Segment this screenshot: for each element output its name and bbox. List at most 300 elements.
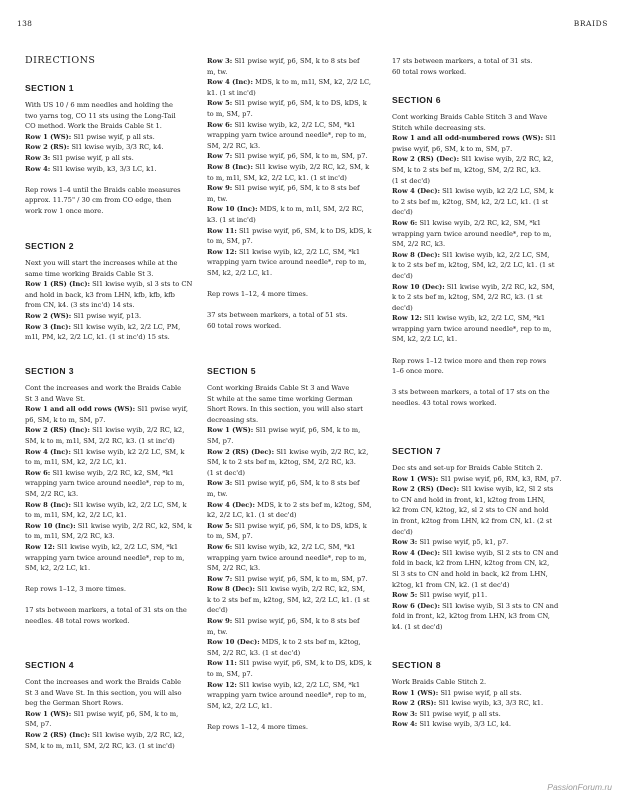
instruction-row [207,500,389,511]
row-text: k to 2 sts bef m, k2tog, SM, k2, 2/2 LC, k1. (1 st [392,261,555,270]
row-text: MDS, k to m, m1l, SM, k2, 2/2 LC, [252,78,372,87]
row-label: Row 6: [207,120,233,129]
text-line [392,334,574,345]
text-line [392,144,574,155]
row-text: Sl1 kwise wyib, k2, 2/2 LC, SM, *k1 [232,120,356,129]
instruction-row [25,311,207,322]
text-line [25,616,207,627]
row-text: same time working Braids Cable St 3. [25,269,154,278]
text-line [392,580,574,591]
instruction-row [25,542,207,553]
row-text: wrapping yarn twice around needle*, rep to m, [207,691,367,700]
row-label: Row 4: [392,720,418,729]
row-label: Row 4 (Inc): [25,447,71,456]
row-label: Row 2 (RS) (Dec): [392,155,460,164]
row-text: Sl1 pwise wyif, p6, SM, k to 8 sts bef [232,184,360,193]
text-line [207,531,389,542]
row-text: (1 st dec'd) [392,176,430,185]
section-s2 [25,241,207,353]
row-text: Sl1 pwise wyif, p6, SM, k to 8 sts bef [232,617,360,626]
row-text: Next you will start the increases while at the [25,259,178,267]
row-text: p6, SM, k to m, SM, p7. [25,415,106,424]
row-text: dec'd) [392,208,413,217]
text-line [207,722,389,733]
instruction-row [207,56,389,67]
instruction-row [392,688,574,699]
paragraph [25,677,207,751]
row-text: SM, p7. [25,720,52,729]
text-line [25,258,207,269]
row-text: wrapping yarn twice around needle*, rep to m, [207,553,367,562]
text-line [25,394,207,405]
text-line [25,111,207,122]
text-line [392,123,574,134]
row-text: Sl1 kwise wyib, 2/2 RC, k2, [90,426,185,435]
text-line [207,67,389,78]
row-text: to m, m1l, SM, k2, 2/2 LC, k1. (1 st inc'd) [207,173,347,182]
text-line [207,510,389,521]
page-number: 138 [17,19,33,28]
row-text: wrapping yarn twice around needle*, rep to m, [25,479,185,488]
instruction-row [25,132,207,143]
row-label: Row 4 (Dec): [392,187,441,196]
row-label: Row 3: [207,57,233,65]
row-label: Row 6: [392,218,418,227]
row-text: Sl1 pwise wyif, p6, RM, k3, RM, p7. [438,474,562,483]
row-text: Stitch while decreasing sts. [392,123,486,132]
row-label: Row 5: [207,99,233,108]
paragraph [392,356,574,377]
row-text: Sl1 pwise wyif, p11. [417,591,488,600]
row-text: to m, SM, p7. [207,670,253,679]
paragraph [207,289,389,300]
row-text: 3 sts between markers, a total of 17 sts on the [392,388,550,397]
text-line [207,415,389,426]
row-text: SM, k to m, m1l, SM, 2/2 RC, k3. (1 st inc'd) [25,741,175,750]
text-line [207,436,389,447]
row-text: from CN, k4. (3 sts inc'd) 14 sts. [25,301,135,310]
row-label: Row 10 (Dec): [207,638,260,647]
row-text: MDS, k to 2 sts bef m, k2tog, SM, [255,500,372,509]
row-text: 37 sts between markers, a total of 51 sts. [207,311,348,320]
row-text: Sl1 kwise wyib, 2/2 RC, k2, [459,155,554,164]
text-line [207,321,389,332]
row-label: Row 12: [25,542,55,551]
row-text: Sl 3 sts to CN and hold in back, k2 from LHN, [392,569,548,578]
row-label: Row 3: [25,153,51,162]
row-label: Row 9: [207,617,233,626]
row-text: 17 sts between markers, a total of 31 sts. [392,57,533,65]
row-label: Row 1 and all odd rows (WS): [25,405,136,414]
text-line [25,383,207,394]
instruction-row [207,151,389,162]
row-text: wrapping yarn twice around needle*, rep to m, [207,131,367,140]
text-line [392,463,574,474]
row-text: With US 10 / 6 mm needles and holding the [25,101,173,109]
text-line [392,516,574,527]
section-s7 [392,446,574,643]
section-s5 [207,366,389,743]
text-line [392,271,574,282]
text-line [392,356,574,367]
text-line [25,300,207,311]
instruction-row [392,698,574,709]
row-text: Sl1 kwise wyib, k3, 3/3 RC, k1. [436,699,544,708]
row-label: Row 3: [392,709,418,718]
text-line [207,289,389,300]
text-line [392,303,574,314]
instruction-row [392,709,574,720]
instruction-row [25,153,207,164]
text-line [207,404,389,415]
instruction-row [392,484,574,495]
row-text: to 2 sts bef m, k2tog, SM, k2, 2/2 LC, k1. (1 st [392,197,549,206]
row-text: St while at the same time working German [207,394,353,403]
text-line [25,741,207,752]
text-line [25,510,207,521]
text-line [392,197,574,208]
instruction-row [392,218,574,229]
text-line [207,141,389,152]
text-line [25,415,207,426]
row-text: Cont the increases and work the Braids Cable [25,384,182,392]
paragraph [25,185,207,217]
section-s1 [25,83,207,227]
row-label: Row 8 (Dec): [392,250,441,259]
instruction-row [392,250,574,261]
directions-title: DIRECTIONS [25,55,96,66]
instruction-row [207,584,389,595]
section-s4cont [207,56,389,342]
row-text: Sl1 pwise wyif, p6, SM, k to 8 sts bef [232,479,360,488]
instruction-row [25,521,207,532]
text-line [392,677,574,688]
row-text: Sl1 [543,134,557,143]
row-text: to m, m1l, SM, k2, 2/2 LC, k1. [25,511,127,520]
instruction-row [392,601,574,612]
instruction-row [25,142,207,153]
row-label: Row 2 (RS): [25,143,70,152]
instruction-row [207,98,389,109]
section-s8 [392,660,574,741]
instruction-row [25,730,207,741]
text-line [25,121,207,132]
row-text: Sl1 kwise wyib, k2, 2/2 LC, SM, k [70,500,187,509]
section-heading: SECTION 2 [25,241,74,251]
text-line [392,207,574,218]
section-s6 [392,95,574,419]
row-text: and hold in back, k3 from LHN, kfb, kfb, kfb [25,290,175,299]
row-text: Sl1 pwise wyif, p6, SM, k to DS, kDS, k [232,521,367,530]
instruction-row [207,425,389,436]
text-line [25,563,207,574]
row-text: SM, 2/2 RC, k3. [25,489,79,498]
text-line [207,627,389,638]
row-text: pwise wyif, p6, SM, k to m, SM, p7. [392,144,513,153]
row-text: Sl1 pwise wyif, p6, SM, k to m, [253,426,361,435]
row-text: needles. 48 total rows worked. [25,617,130,626]
row-text: Sl1 kwise wyib, k2, 2/2 LC, SM, [440,250,550,259]
row-text: m1l, PM, k2, 2/2 LC, k1. (1 st inc'd) 15 sts. [25,333,170,342]
row-text: Rep rows 1–12, 3 more times. [25,585,126,594]
instruction-row [392,313,574,324]
row-text: approx. 11.75" / 30 cm from CO edge, then [25,196,172,205]
row-label: Row 6: [207,542,233,551]
text-line [392,112,574,123]
section-heading: SECTION 5 [207,366,256,376]
text-line [207,257,389,268]
row-text: Sl1 kwise wyib, k2, 2/2 LC, SM, *k1 [421,314,546,323]
row-text: 60 total rows worked. [392,67,467,76]
instruction-row [207,616,389,627]
row-text: Sl1 pwise wyif, p6, SM, k to DS, kDS, k [236,659,372,668]
text-line [25,584,207,595]
row-text: Sl1 kwise wyib, 2/2 RC, k2, [274,447,369,456]
row-label: Row 8 (Dec): [207,585,256,594]
instruction-row [392,590,574,601]
paragraph [207,56,389,278]
row-label: Row 10 (Inc): [207,205,258,214]
text-line [25,531,207,542]
text-line [207,268,389,279]
row-text: Sl1 kwise wyib, k2 2/2 LC, SM, k [440,187,554,196]
text-line [207,130,389,141]
section-s4 [25,660,207,762]
row-text: k4. (1 st dec'd) [392,622,443,631]
row-text: 60 total rows worked. [207,321,282,330]
row-text: to m, SM, p7. [207,109,253,118]
row-text: two yarns tog, CO 11 sts using the Long-Tail [25,111,176,120]
row-text: SM, p7. [207,436,234,445]
row-label: Row 7: [207,574,233,583]
row-text: Sl1 pwise wyif, p6, SM, k to 8 sts bef [232,57,360,65]
text-line [207,310,389,321]
instruction-row [25,164,207,175]
row-label: Row 4: [25,164,51,173]
text-line [207,88,389,99]
row-label: Row 1 (RS) (Inc): [25,280,90,289]
instruction-row [207,521,389,532]
instruction-row [207,120,389,131]
paragraph [25,584,207,595]
row-text: dec'd) [392,271,413,280]
row-label: Row 10 (Inc): [25,521,76,530]
paragraph [25,383,207,574]
instruction-row [392,548,574,559]
row-label: Row 12: [207,247,237,256]
row-text: Sl1 kwise wyib, 3/3 LC, k4. [417,720,511,729]
row-text: SM, k2, 2/2 LC, k1. [207,268,273,277]
row-text: fold in front, k2, k2tog from LHN, k3 from CN, [392,612,550,621]
instruction-row [392,186,574,197]
text-line [392,239,574,250]
row-text: MDS, k to m, m1l, SM, 2/2 RC, [257,205,364,214]
row-label: Row 11: [207,226,237,235]
text-line [392,67,574,78]
paragraph [392,677,574,730]
text-line [207,701,389,712]
text-line [207,215,389,226]
text-line [207,109,389,120]
text-line [25,100,207,111]
row-text: Sl1 pwise wyif, p5, k1, p7. [417,538,509,547]
text-line [392,292,574,303]
instruction-row [207,447,389,458]
row-label: Row 12: [392,314,422,323]
instruction-row [207,658,389,669]
row-text: m, tw. [207,194,228,203]
row-text: Sl1 pwise wyif, p6, SM, k to DS, kDS, k [236,226,372,235]
row-text: Sl1 kwise wyib, 2/2 RC, k2, SM, *k1 [417,218,542,227]
row-label: Row 6 (Dec): [392,601,441,610]
text-line [207,648,389,659]
row-text: Sl1 pwise wyif, [135,405,189,414]
row-text: k to 2 sts bef m, k2tog, SM, k2, 2/2 LC, k1. (1 st [207,595,370,604]
text-line [392,260,574,271]
row-text: k3. (1 st inc'd) [207,215,256,224]
row-text: SM, k to 2 sts bef m, k2tog, SM, 2/2 RC, k3. [207,458,356,467]
text-line [25,553,207,564]
text-line [25,269,207,280]
paragraph [207,383,389,711]
row-text: SM, k2, 2/2 LC, k1. [392,335,458,344]
text-line [392,527,574,538]
row-text: Sl1 kwise wyib, 2/2 RC, k2, SM, k [75,521,192,530]
row-text: Cont the increases and work the Braids Cable [25,678,182,686]
instruction-row [207,183,389,194]
instruction-row [25,404,207,415]
row-label: Row 3: [207,479,233,488]
row-text: Sl1 kwise wyib, 2/2 RC, k2, SM, [444,282,555,291]
row-label: Row 7: [207,152,233,161]
row-label: Row 12: [207,680,237,689]
row-text: Sl1 kwise wyib, 2/2 RC, k2, SM, k [252,162,370,171]
paragraph [25,258,207,343]
row-text: Sl1 pwise wyif, p13. [71,311,142,320]
row-text: SM, 2/2 RC, k3. [392,240,446,249]
row-text: SM, k to 2 sts bef m, k2tog, SM, 2/2 RC, k3. [392,165,541,174]
row-text: Sl1 kwise wyib, k2, 2/2 LC, PM, [70,322,181,331]
row-text: Rep rows 1–12, 4 more times. [207,290,308,299]
section-heading: SECTION 7 [392,446,441,456]
row-text: Sl1 kwise wyib, Sl 2 sts to CN and [440,548,559,557]
row-text: Sl1 pwise wyif, p6, SM, k to DS, kDS, k [232,99,367,108]
row-text: Sl1 kwise wyib, k2, 2/2 LC, SM, *k1 [236,680,361,689]
text-line [392,495,574,506]
row-text: wrapping yarn twice around needle*, rep to m, [392,229,552,238]
text-line [392,366,574,377]
row-label: Row 8 (Inc): [207,162,253,171]
text-line [392,229,574,240]
text-line [25,290,207,301]
instruction-row [392,154,574,165]
paragraph [392,463,574,633]
row-label: Row 10 (Dec): [392,282,445,291]
row-label: Row 2 (RS): [392,699,437,708]
row-text: SM, 2/2 RC, k3. [207,141,261,150]
row-text: SM, 2/2 RC, k3. [207,564,261,573]
text-line [25,698,207,709]
row-text: Sl1 kwise wyib, k2 2/2 LC, SM, k [70,447,185,456]
row-text: to CN and hold in front, k1, k2tog from LHN, [392,495,546,504]
row-text: SM, 2/2 RC, k3. (1 st dec'd) [207,648,301,657]
section-heading: SECTION 8 [392,660,441,670]
row-text: Sl1 kwise wyib, Sl 3 sts to CN and [440,601,559,610]
text-line [25,605,207,616]
instruction-row [207,680,389,691]
text-line [392,387,574,398]
row-text: Sl1 kwise wyib, 2/2 RC, k2, SM, *k1 [50,468,175,477]
row-text: work row 1 once more. [25,206,104,215]
text-line [25,436,207,447]
row-text: Cont working Braids Cable Stitch 3 and Wave [392,113,548,121]
row-label: Row 11: [207,659,237,668]
row-text: Rep rows 1–12 twice more and then rep rows [392,356,547,365]
row-text: decreasing sts. [207,415,259,424]
row-label: Row 1 (WS): [25,132,72,141]
row-text: k1. (1 st inc'd) [207,88,256,97]
row-text: Short Rows. In this section, you will also start [207,405,363,414]
text-line [392,622,574,633]
text-line [25,677,207,688]
section-heading: SECTION 4 [25,660,74,670]
row-text: SM, k2, 2/2 LC, k1. [207,701,273,710]
paragraph [392,112,574,345]
row-label: Row 2 (RS) (Inc): [25,730,90,739]
row-text: dec'd) [392,303,413,312]
section-heading: SECTION 3 [25,366,74,376]
row-label: Row 2 (RS) (Dec): [207,447,275,456]
row-text: St 3 and Wave St. In this section, you will also [25,688,182,697]
text-line [392,56,574,67]
text-line [25,719,207,730]
row-text: Sl1 pwise wyif, p6, SM, k to m, [71,709,179,718]
row-label: Row 1 (WS): [392,474,439,483]
text-line [25,206,207,217]
text-line [207,669,389,680]
instruction-row [392,719,574,730]
instruction-row [207,574,389,585]
row-text: m, tw. [207,67,228,76]
instruction-row [207,478,389,489]
row-label: Row 5: [207,521,233,530]
row-label: Row 1 (WS): [207,426,254,435]
row-label: Row 3: [392,538,418,547]
row-label: Row 3 (Inc): [25,322,71,331]
row-text: to m, SM, p7. [207,532,253,541]
text-line [207,553,389,564]
row-text: to m, m1l, SM, 2/2 RC, k3. [25,532,115,541]
text-line [207,605,389,616]
row-text: Sl1 pwise wyif, p6, SM, k to m, SM, p7. [232,152,368,161]
row-text: fold in back, k2 from LHN, k2tog from CN, k2, [392,559,550,568]
row-text: St 3 and Wave St. [25,394,86,403]
row-text: SM, k2, 2/2 LC, k1. [25,564,91,573]
instruction-row [207,542,389,553]
row-text: Rep rows 1–12, 4 more times. [207,723,308,731]
row-text: Sl1 kwise wyib, k2, 2/2 LC, SM, *k1 [232,542,356,551]
instruction-row [25,468,207,479]
row-text: Sl1 pwise wyif, p all sts. [50,153,134,162]
instruction-row [392,282,574,293]
instruction-row [25,447,207,458]
row-text: MDS, k to 2 sts bef m, k2tog, [259,638,361,647]
instruction-row [207,226,389,237]
row-text: k2 from CN, k2tog, k2, sl 2 sts to CN and hold [392,506,549,515]
text-line [392,611,574,622]
text-line [392,176,574,187]
row-text: Sl1 kwise wyib, 2/2 RC, k2, SM, [255,585,366,594]
